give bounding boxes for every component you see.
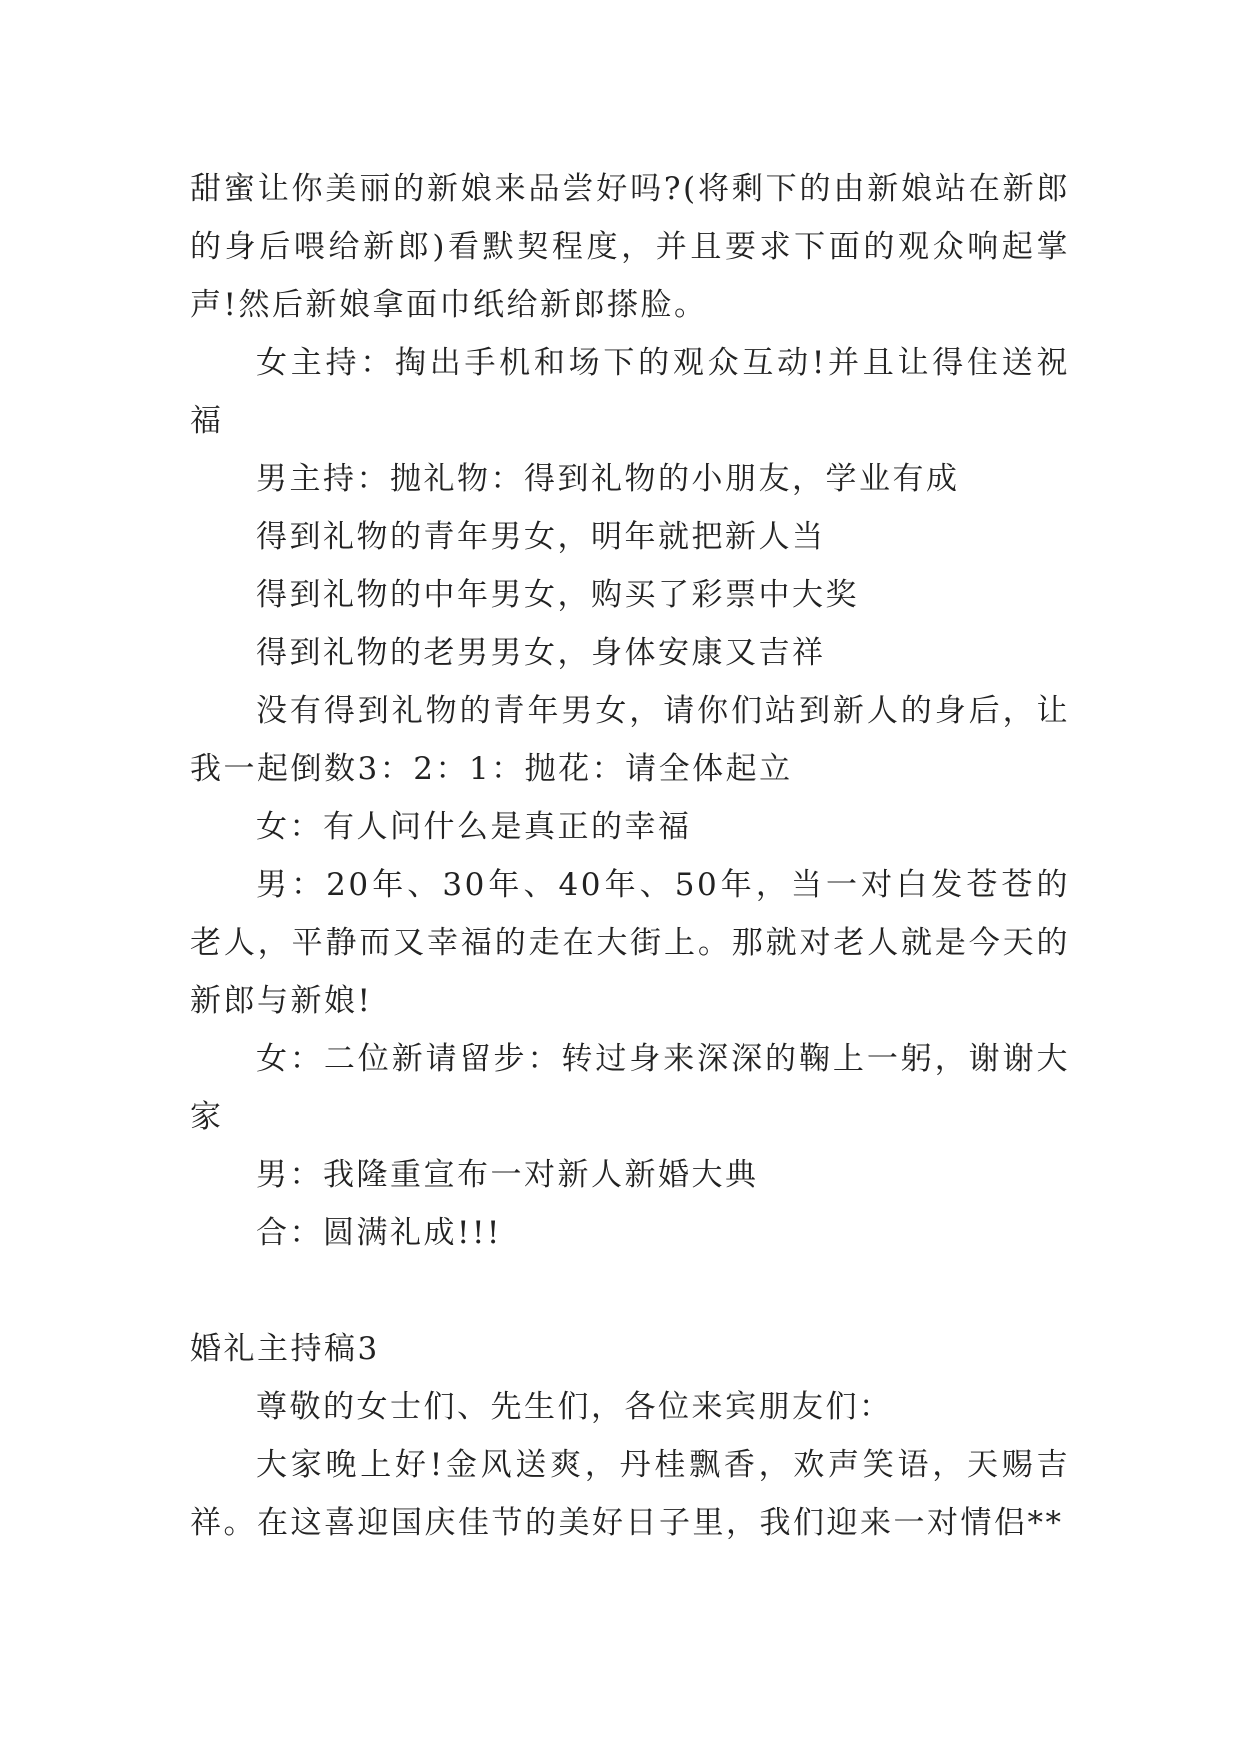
section-spacer [190, 1262, 1070, 1320]
paragraph: 女：二位新请留步：转过身来深深的鞠上一躬，谢谢大家 [190, 1041, 1070, 1135]
paragraph: 男主持：抛礼物：得到礼物的小朋友，学业有成 [256, 461, 960, 497]
paragraph: 男：20年、30年、40年、50年，当一对白发苍苍的老人，平静而又幸福的走在大街上。那就对老人就是今天的新郎与新娘! [190, 867, 1070, 1019]
paragraph: 大家晚上好!金风送爽，丹桂飘香，欢声笑语，天赐吉祥。在这喜迎国庆佳节的美好日子里，我们迎来一对情侣** [190, 1447, 1070, 1541]
paragraph: 没有得到礼物的青年男女，请你们站到新人的身后，让我一起倒数3：2：1：抛花：请全体起立 [190, 693, 1070, 787]
document-body [190, 160, 1070, 1552]
paragraph: 得到礼物的青年男女，明年就把新人当 [256, 519, 826, 555]
paragraph: 得到礼物的老男男女，身体安康又吉祥 [256, 635, 826, 671]
paragraph: 尊敬的女士们、先生们，各位来宾朋友们： [256, 1389, 893, 1425]
paragraph: 甜蜜让你美丽的新娘来品尝好吗?(将剩下的由新娘站在新郎的身后喂给新郎)看默契程度，并且要求下面的观众响起掌声!然后新娘拿面巾纸给新郎搽脸。 [190, 171, 1070, 323]
paragraph: 男：我隆重宣布一对新人新婚大典 [256, 1157, 759, 1193]
paragraph: 女：有人问什么是真正的幸福 [256, 809, 692, 845]
section-heading: 婚礼主持稿3 [190, 1331, 380, 1367]
paragraph: 得到礼物的中年男女，购买了彩票中大奖 [256, 577, 859, 613]
paragraph: 合：圆满礼成!!! [256, 1215, 502, 1251]
paragraph: 女主持：掏出手机和场下的观众互动!并且让得住送祝福 [190, 345, 1070, 439]
